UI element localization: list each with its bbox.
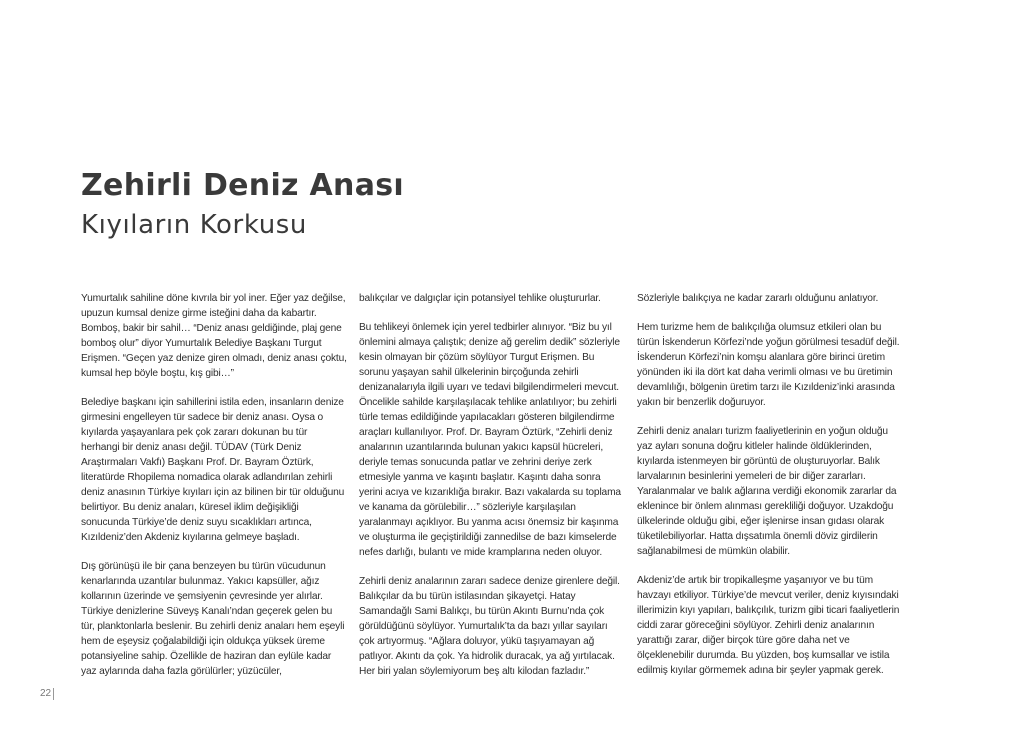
paragraph: Sözleriyle balıkçıya ne kadar zararlı olduğunu anlatıyor.: [637, 293, 879, 304]
article-subtitle: Kıyıların Korkusu: [81, 210, 308, 240]
page-number: 22: [40, 688, 54, 700]
paragraph: Dış görünüşü ile bir çana benzeyen bu türün vücudunun kenarlarında uzantılar bulunmaz. Yakıcı kapsüller, ağız kollarının üzerinde ve şemsiyenin çevresinde yer alırlar. Türkiye denizlerine Süveyş Kanalı’ndan geçerek gelen bu tür, planktonlarla beslenir. Bu zehirli deniz anaları hem eşeyli hem de eşeysiz çoğalabildiği için oldukça yüksek üreme potansiyeline sahip. Özellikle de haziran dan eylüle kadar yaz aylarında daha fazla görülürler; yüzücüler,: [81, 561, 345, 677]
paragraph: Zehirli deniz analarının zararı sadece denize girenlere değil. Balıkçılar da bu türün istilasından şikayetçi. Hatay Samandağlı Sami Balıkçı, bu türün Akıntı Burnu’nda çok görüldüğünü söylüyor. Yumurtalık’ta da bazı yıllar sayıları çok artıyormuş. “Ağlara doluyor, yükü taşıyamayan ağ patlıyor. Akıntı da çok. Ya hidrolik duracak, ya ağ yırtılacak. Her biri yalan söylemiyorum beş altı kilodan fazladır.”: [359, 576, 620, 677]
paragraph: balıkçılar ve dalgıçlar için potansiyel tehlike oluştururlar.: [359, 293, 601, 304]
text-column-2: [359, 291, 625, 693]
text-column-1: [81, 291, 347, 693]
paragraph: Yumurtalık sahiline döne kıvrıla bir yol iner. Eğer yaz değilse, upuzun kumsal denize girme isteğini daha da kabartır. Bomboş, bakir bir sahil… “Deniz anası geldiğinde, plaj gene bomboş olur” diyor Yumurtalık Belediye Başkanı Turgut Erişmen. “Geçen yaz denize giren olmadı, deniz anası çoktu, kumsal hep böyle boştu, kış gibi…”: [81, 293, 347, 379]
paragraph: Hem turizme hem de balıkçılığa olumsuz etkileri olan bu türün İskenderun Körfezi’nde yoğun görülmesi tesadüf değil. İskenderun Körfezi’nin komşu alanlara göre birinci üretim yönünden iki ila dört kat daha verimli olması ve bu üretimin devamlılığı, bölgenin üretim tarzı ile Kızıldeniz’inki arasında yakın bir benzerlik doğuruyor.: [637, 322, 900, 408]
paragraph: Akdeniz’de artık bir tropikalleşme yaşanıyor ve bu tüm havzayı etkiliyor. Türkiye’de mevcut veriler, deniz kıyısındaki illerimizin kıyı yapıları, balıkçılık, turizm gibi ticari faaliyetlerin ciddi zarar göreceğini söylüyor. Zehirli deniz analarının yarattığı zarar, diğer birçok türe göre daha net ve ölçeklenebilir durumda. Bu yüzden, boş kumsallar ve istila edilmiş kıyılar görmemek adına bir şeyler yapmak gerek.: [637, 575, 900, 676]
article-title: Zehirli Deniz Anası: [81, 168, 404, 203]
paragraph: Bu tehlikeyi önlemek için yerel tedbirler alınıyor. “Biz bu yıl önlemini almaya çalıştık; denize ağ gerelim dedik” sözleriyle kesin olmayan bir çözüm söylüyor Turgut Erişmen. Bu sorunu yaşayan sahil ülkelerinin birçoğunda zehirli denizanalarıyla ilgili uyarı ve tedavi bilgilendirmeleri mevcut. Öncelikle sahilde karşılaşılacak tehlike anlatılıyor; bu zehirli türle temas edildiğinde yapılacakları gösteren bilgilendirme araçları kullanılıyor. Prof. Dr. Bayram Öztürk, “Zehirli deniz analarının uzantılarında bulunan yakıcı kapsül hücreleri, deriyle temas sonucunda patlar ve zehrini deriye zerk etmesiyle yanma ve kaşıntı başlatır. Kaşıntı daha sonra yerini acıya ve kızarıklığa bırakır. Bazı vakalarda su toplama ve kanama da görülebilir…” sözleriyle karşılaşılan yaralanmayı açıklıyor. Bu yanma acısı önemsiz bir kaşınma ve oluşturma ile geçiştirildiği zannedilse de bazı kimselerde nefes darlığı, bulantı ve mide kramplarına neden oluyor.: [359, 322, 621, 558]
text-column-3: [637, 291, 903, 692]
paragraph: Zehirli deniz anaları turizm faaliyetlerinin en yoğun olduğu yaz ayları sonuna doğru kitleler halinde öldüklerinden, kıyılarda istenmeyen bir görüntü de oluşturuyorlar. Balık larvalarının besinlerini yemeleri de bir diğer zararları. Yaralanmalar ve balık ağlarına verdiği ekonomik zararlar da eklenince bir önlem alınması gerekliliği doğuyor. Uzakdoğu ülkelerinde olduğu gibi, eğer işlenirse insan gıdası olarak tüketilebiliyorlar. Hatta dışsatımla önemli döviz girdilerin sağlanabilmesi de mümkün olabilir.: [637, 426, 897, 557]
paragraph: Belediye başkanı için sahillerini istila eden, insanların denize girmesini engelleyen tür sadece bir deniz anası. Oysa o kıyılarda yaşayanlara pek çok zararı dokunan bu tür herhangi bir deniz anası değil. TÜDAV (Türk Deniz Araştırmaları Vakfı) Başkanı Prof. Dr. Bayram Öztürk, literatürde Rhopilema nomadica olarak adlandırılan zehirli deniz anasının Türkiye kıyıları için az bilinen bir tür olduğunu belirtiyor. Bu deniz anaları, küresel iklim değişikliği sonucunda Türkiye’de deniz suyu sıcaklıkları artınca, Kızıldeniz’den Akdeniz kıyılarına gelmeye başladı.: [81, 397, 345, 543]
